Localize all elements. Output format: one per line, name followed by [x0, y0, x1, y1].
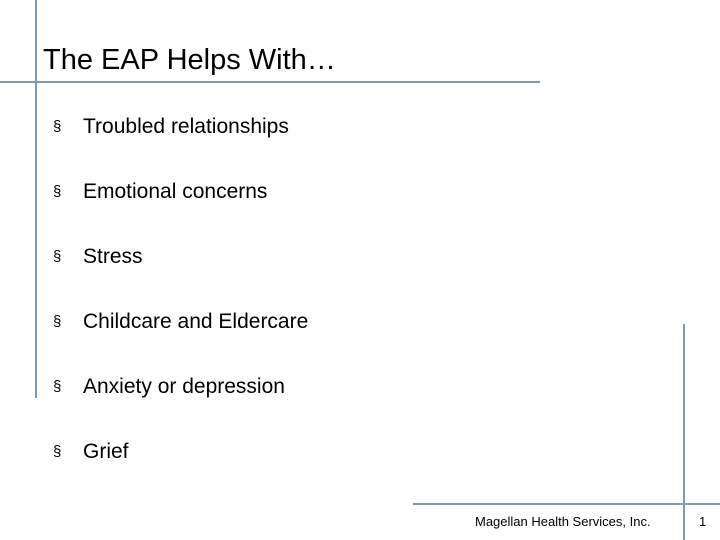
title-underline-rule: [0, 81, 540, 83]
right-vertical-rule: [683, 324, 685, 540]
bullet-list: [53, 112, 308, 467]
left-vertical-rule: [35, 0, 37, 398]
footer-company-name: Magellan Health Services, Inc.: [475, 514, 651, 529]
bullet-marker: §: [53, 183, 62, 200]
footer-rule: [413, 503, 720, 505]
bullet-text: Childcare and Eldercare: [83, 310, 309, 333]
bullet-marker: §: [53, 118, 62, 135]
bullet-item: [53, 177, 308, 207]
bullet-text: Emotional concerns: [83, 180, 268, 203]
bullet-text: Anxiety or depression: [83, 375, 285, 398]
bullet-marker: §: [53, 443, 62, 460]
page-number: 1: [699, 514, 707, 529]
bullet-text: Grief: [83, 440, 129, 463]
bullet-marker: §: [53, 378, 62, 395]
bullet-item: [53, 242, 308, 272]
bullet-item: [53, 112, 308, 142]
slide-title: The EAP Helps With…: [43, 44, 336, 76]
bullet-marker: §: [53, 248, 62, 265]
bullet-text: Troubled relationships: [83, 115, 289, 138]
bullet-text: Stress: [83, 245, 143, 268]
bullet-item: [53, 437, 308, 467]
bullet-item: [53, 372, 308, 402]
bullet-marker: §: [53, 313, 62, 330]
bullet-item: [53, 307, 308, 337]
